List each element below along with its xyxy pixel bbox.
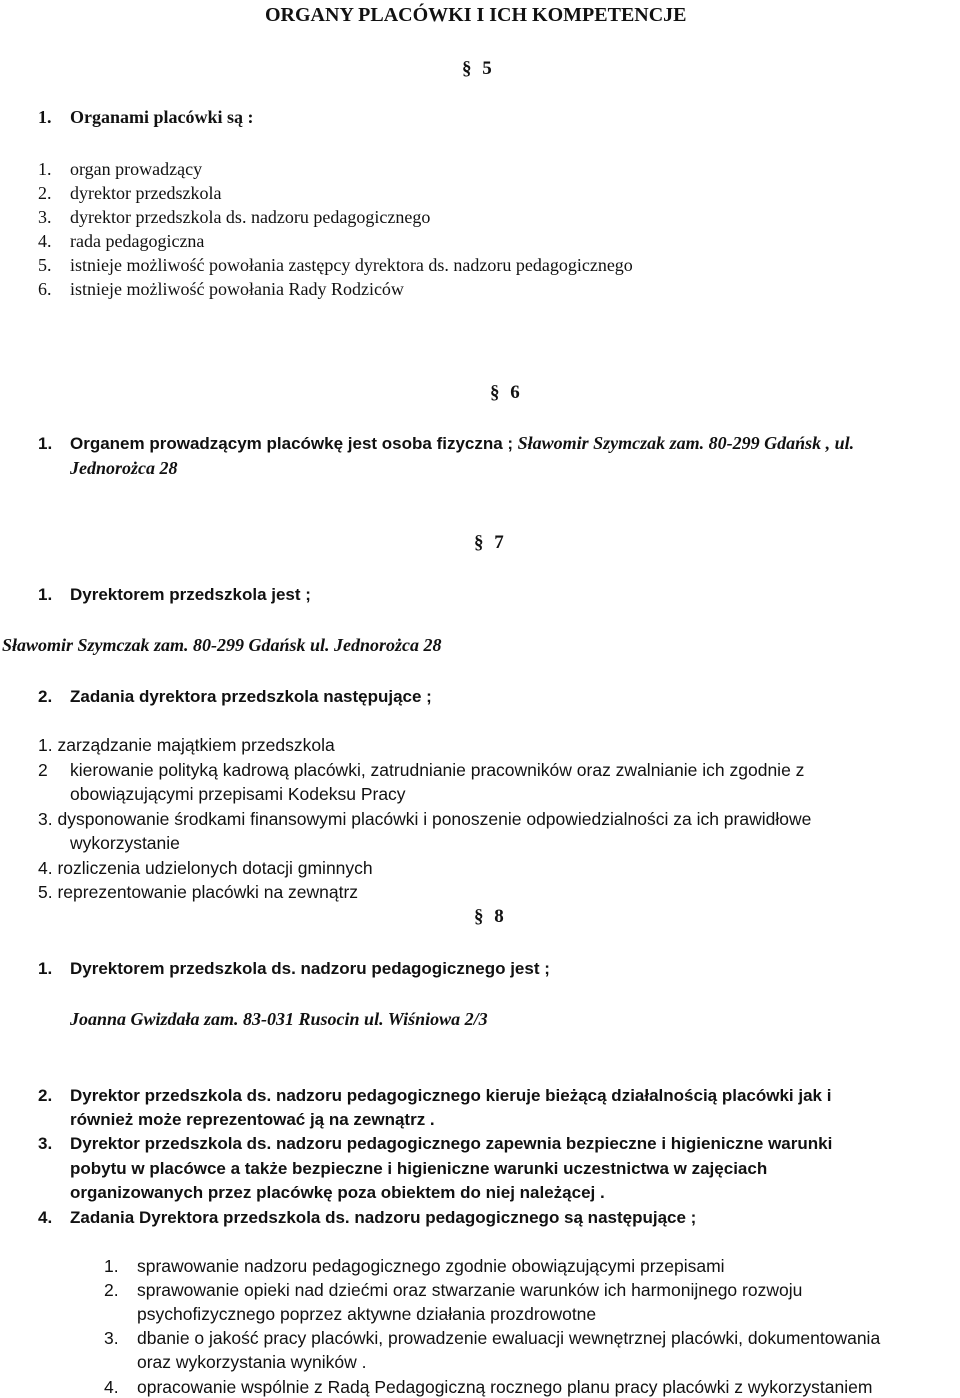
s8-p3-cont: organizowanych przez placówkę poza obiektem do niej należącej . [70, 1183, 605, 1202]
section-number: 5 [482, 58, 492, 79]
section-mark: § [490, 382, 500, 403]
page-title: ORGANY PLACÓWKI I ICH KOMPETENCJE [265, 4, 687, 26]
list-item: 6. istnieje możliwość powołania Rady Rodziców [38, 279, 404, 299]
list-item-cont: oraz wykorzystania wyników . [137, 1352, 367, 1372]
section-mark: § [474, 532, 484, 553]
s5-heading-text: Organami placówki są : [70, 107, 254, 127]
section-7-heading [474, 532, 504, 554]
list-item-cont: wykorzystanie [70, 833, 180, 853]
list-item: 4. opracowanie wspólnie z Radą Pedagogiczną rocznego planu pracy placówki z wykorzystaniem [104, 1377, 873, 1397]
s8-p3-cont: pobytu w placówce a także bezpieczne i higieniczne warunki uczestnictwa w zajęciach [70, 1159, 768, 1178]
list-item: 2. dyrektor przedszkola [38, 183, 222, 203]
list-item: 1. zarządzanie majątkiem przedszkola [38, 735, 335, 755]
list-item: 1. organ prowadzący [38, 159, 203, 179]
list-item: 2. sprawowanie opieki nad dziećmi oraz stwarzanie warunków ich harmonijnego rozwoju [104, 1280, 803, 1300]
section-mark: § [474, 906, 484, 927]
list-item: 3. dysponowanie środkami finansowymi placówki i ponoszenie odpowiedzialności za ich prawidłowe [38, 809, 812, 829]
list-item: 5. reprezentowanie placówki na zewnątrz [38, 882, 359, 902]
s5-heading [38, 106, 254, 128]
section-mark: § [462, 58, 472, 79]
section-6-heading [490, 382, 520, 404]
s8-p2: 2. Dyrektor przedszkola ds. nadzoru pedagogicznego kieruje bieżącą działalnością placówki jak i [38, 1086, 832, 1105]
list-item-cont: psychofizycznego poprzez aktywne działania prozdrowotne [137, 1304, 597, 1324]
list-item: 1. sprawowanie nadzoru pedagogicznego zgodnie obowiązującymi przepisami [104, 1256, 725, 1276]
section-8-heading [474, 906, 504, 928]
s7-p2: 2. Zadania dyrektora przedszkola następujące ; [38, 687, 432, 706]
s8-p3: 3. Dyrektor przedszkola ds. nadzoru pedagogicznego zapewnia bezpieczne i higieniczne warunki [38, 1134, 833, 1153]
s8-p1: 1. Dyrektorem przedszkola ds. nadzoru pedagogicznego jest ; [38, 959, 550, 978]
section-5-heading [462, 58, 492, 80]
list-item-cont: obowiązującymi przepisami Kodeksu Pracy [70, 784, 406, 804]
s8-deputy: Joanna Gwizdała zam. 83-031 Rusocin ul. Wiśniowa 2/3 [70, 1009, 488, 1029]
list-item: 4. rozliczenia udzielonych dotacji gminnych [38, 858, 373, 878]
s8-p2-cont: również może reprezentować ją na zewnątrz . [70, 1110, 435, 1129]
section-number: 8 [494, 906, 504, 927]
s7-director: Sławomir Szymczak zam. 80-299 Gdańsk ul. Jednorożca 28 [2, 635, 442, 655]
s7-p1: 1. Dyrektorem przedszkola jest ; [38, 585, 311, 604]
s6-item-cont: Jednorożca 28 [70, 458, 178, 478]
list-item: 3. dyrektor przedszkola ds. nadzoru pedagogicznego [38, 207, 431, 227]
list-item: 2 kierowanie polityką kadrową placówki, zatrudnianie pracowników oraz zwalnianie ich zgodnie z [38, 760, 805, 780]
s5-heading-num: 1. [38, 107, 52, 127]
list-item: 5. istnieje możliwość powołania zastępcy dyrektora ds. nadzoru pedagogicznego [38, 255, 633, 275]
s6-item: 1. Organem prowadzącym placówkę jest osoba fizyczna ; Sławomir Szymczak zam. 80-299 Gdańsk , ul. [38, 433, 855, 453]
section-number: 6 [510, 382, 520, 403]
list-item: 3. dbanie o jakość pracy placówki, prowadzenie ewaluacji wewnętrznej placówki, dokumentowania [104, 1328, 881, 1348]
list-item: 4. rada pedagogiczna [38, 231, 205, 251]
s8-p4: 4. Zadania Dyrektora przedszkola ds. nadzoru pedagogicznego są następujące ; [38, 1208, 697, 1227]
section-number: 7 [494, 532, 504, 553]
